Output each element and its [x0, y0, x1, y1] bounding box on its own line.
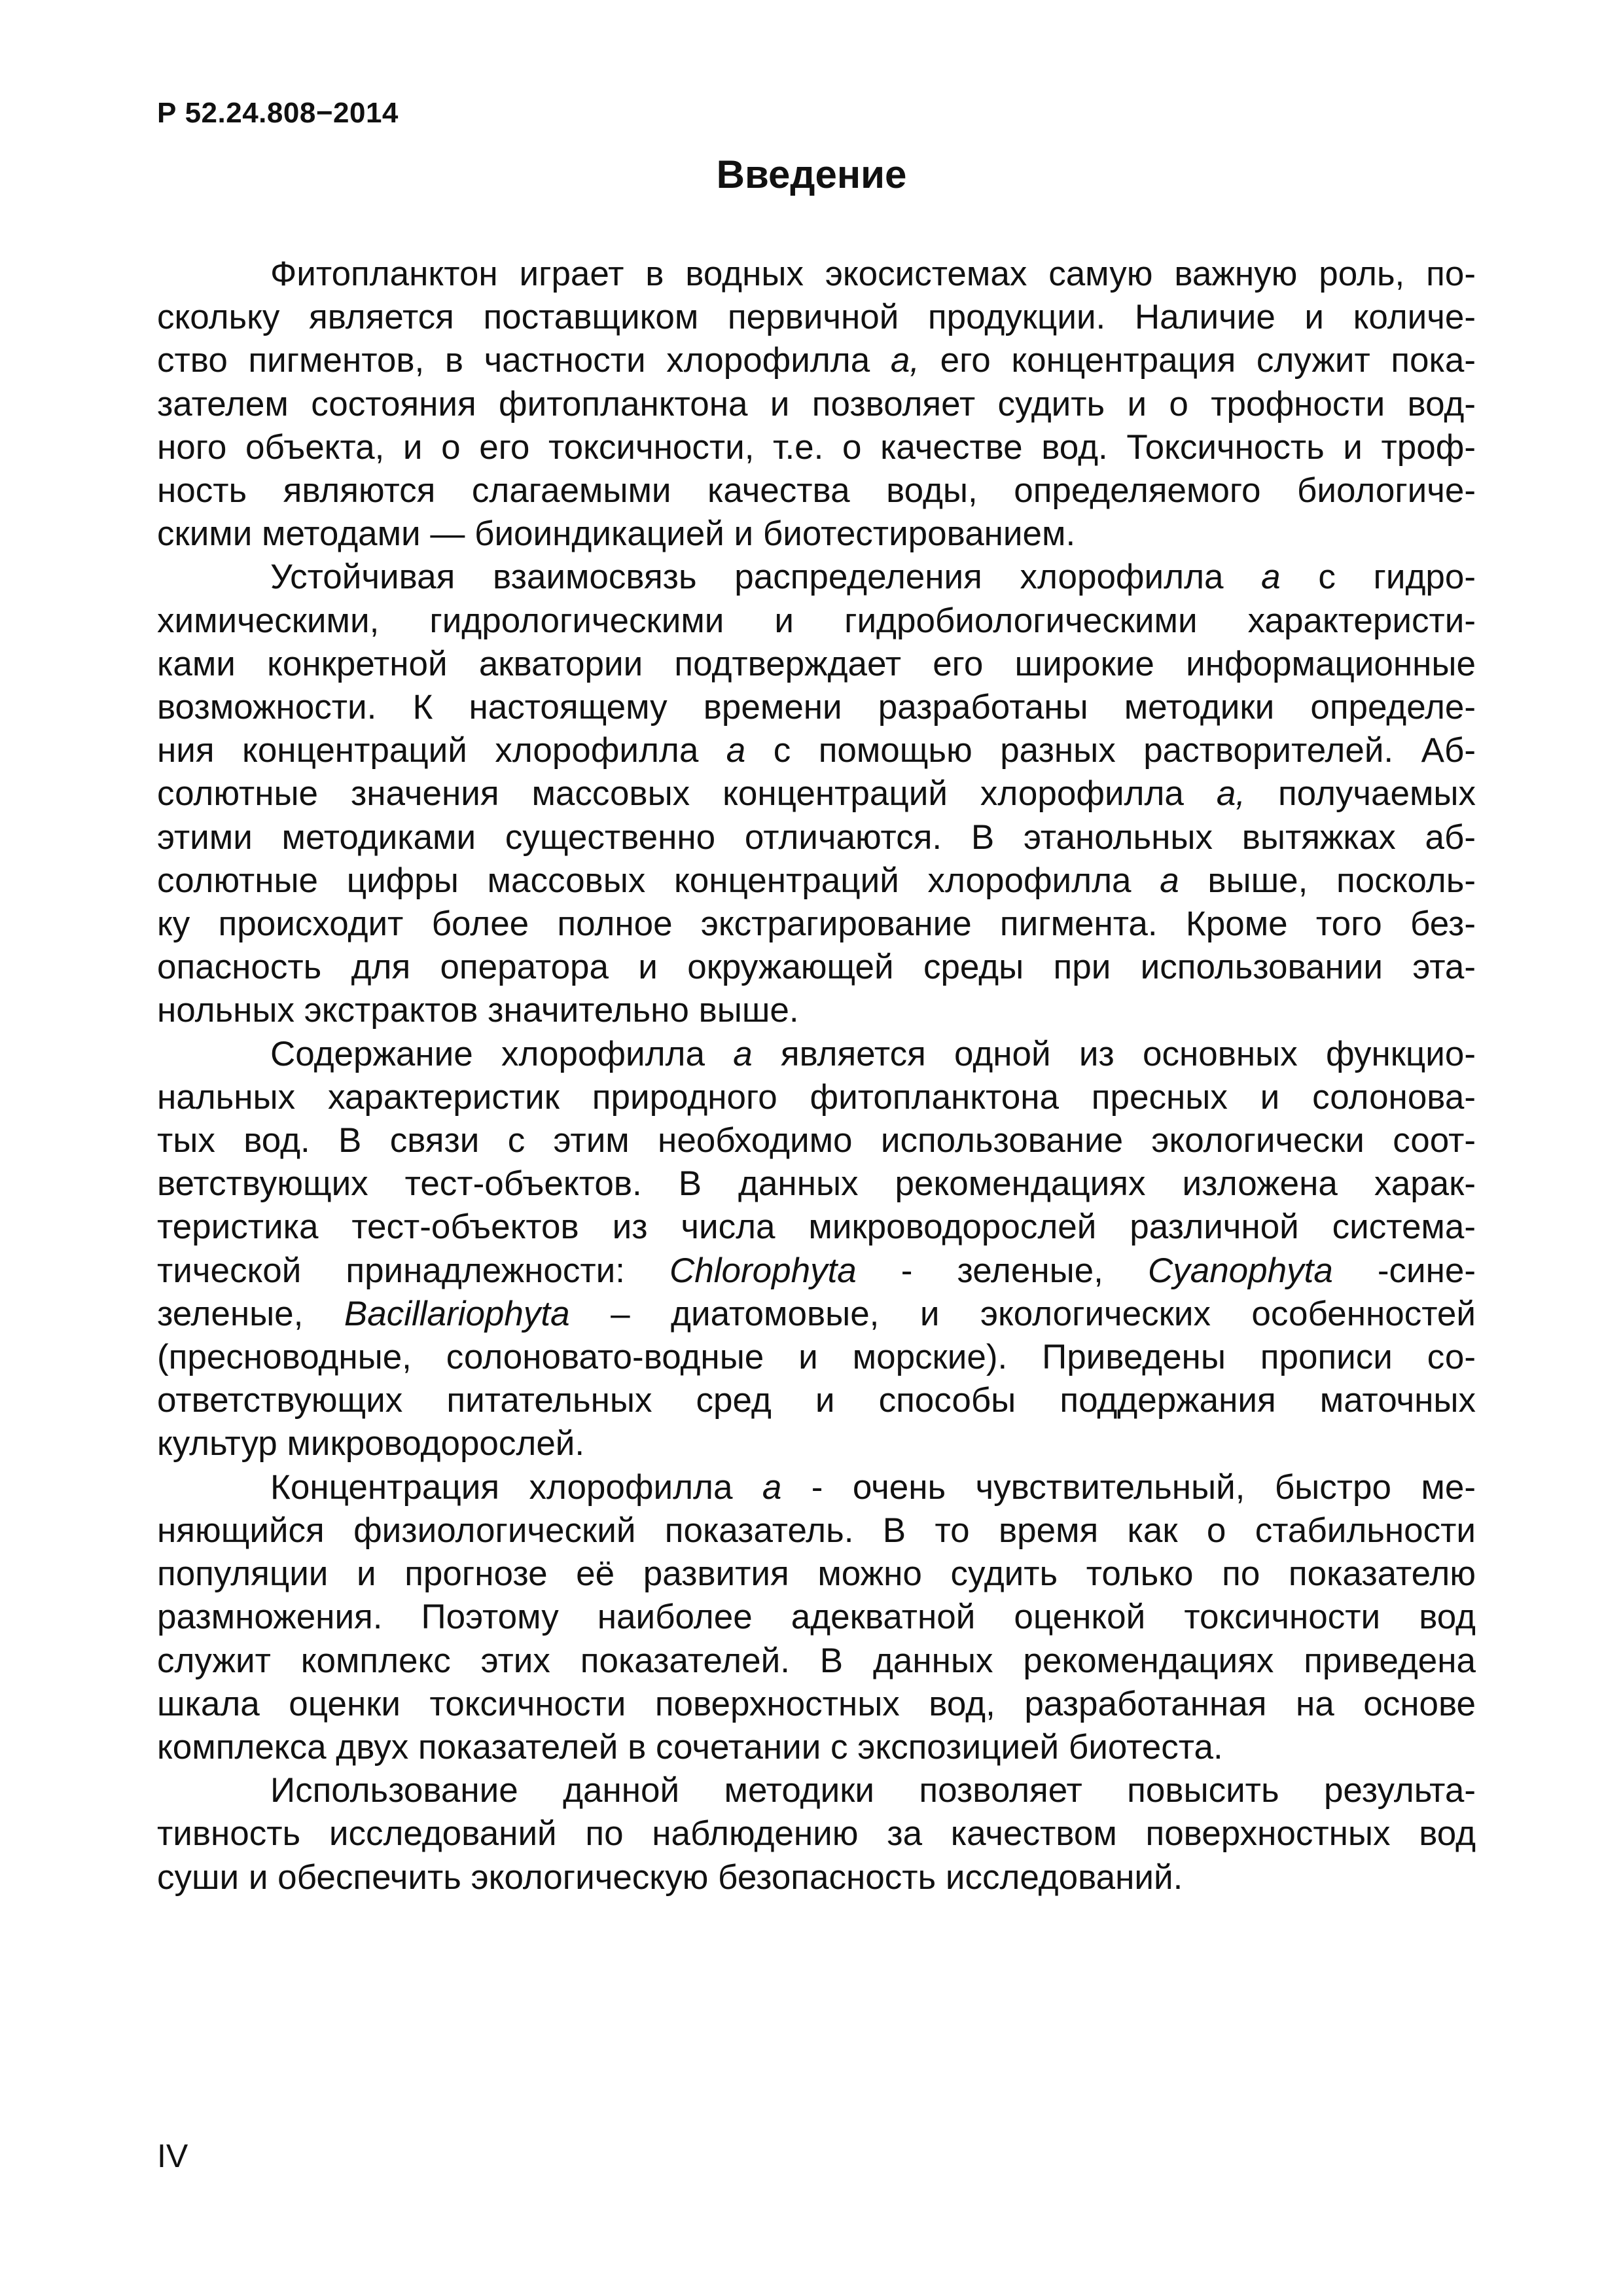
text-segment: с помощью разных растворителей. Аб- — [745, 731, 1476, 770]
text-line — [157, 1640, 1476, 1683]
document-code: Р 52.24.808−2014 — [157, 97, 399, 129]
text-line — [157, 296, 1476, 339]
text-line — [157, 903, 1476, 946]
text-segment: ками конкретной акватории подтверждает его широкие информационные — [157, 644, 1476, 683]
text-segment: ность являются слагаемыми качества воды, определяемого биологиче- — [157, 471, 1476, 511]
text-segment: суши и обеспечить экологическую безопасность исследований. — [157, 1857, 1183, 1897]
text-segment: Концентрация хлорофилла — [270, 1467, 762, 1507]
text-line — [157, 1293, 1476, 1336]
text-segment: солютные значения массовых концентраций хлорофилла — [157, 774, 1217, 814]
text-line — [157, 1769, 1476, 1812]
text-segment: получаемых — [1245, 774, 1476, 814]
text-segment: является одной из основных функцио- — [752, 1034, 1476, 1073]
section-title: Введение — [716, 152, 907, 196]
text-segment: комплекса двух показателей в сочетании с экспозицией биотеста. — [157, 1727, 1223, 1767]
text-line — [157, 1856, 1476, 1899]
text-line — [157, 859, 1476, 903]
text-line — [157, 1726, 1476, 1769]
text-line — [157, 1076, 1476, 1119]
text-segment: -сине- — [1332, 1251, 1476, 1290]
text-segment: теристика тест-объектов из числа микроводорослей различной система- — [157, 1208, 1476, 1247]
paragraph — [157, 1466, 1476, 1769]
text-segment: Устойчивая взаимосвязь распределения хлорофилла — [270, 558, 1262, 597]
italic-term: а, — [890, 341, 920, 380]
text-segment: Содержание хлорофилла — [270, 1034, 734, 1073]
text-line — [157, 1596, 1476, 1639]
text-segment: шкала оценки токсичности поверхностных вод, разработанная на основе — [157, 1684, 1476, 1723]
text-segment: скольку является поставщиком первичной продукции. Наличие и количе- — [157, 298, 1476, 337]
text-line — [157, 1119, 1476, 1162]
text-segment: ку происходит более полное экстрагирование пигмента. Кроме того без- — [157, 905, 1476, 944]
text-line — [157, 556, 1476, 599]
text-line — [157, 1162, 1476, 1206]
text-line — [157, 469, 1476, 512]
text-line — [157, 643, 1476, 686]
text-segment: нольных экстрактов значительно выше. — [157, 991, 799, 1030]
text-line — [157, 383, 1476, 426]
text-segment: служит комплекс этих показателей. В данных рекомендациях приведена — [157, 1641, 1476, 1680]
paragraph — [157, 556, 1476, 1032]
text-segment: ния концентраций хлорофилла — [157, 731, 726, 770]
italic-term: а, — [1216, 774, 1246, 814]
text-line — [157, 1336, 1476, 1379]
text-line — [157, 1249, 1476, 1293]
text-segment: ство пигментов, в частности хлорофилла — [157, 341, 891, 380]
text-line — [157, 426, 1476, 469]
text-segment: ответствующих питательных сред и способы поддержания маточных — [157, 1381, 1476, 1420]
text-segment: - зеленые, — [856, 1251, 1148, 1290]
text-line — [157, 1033, 1476, 1076]
text-segment: зателем состояния фитопланктона и позволяет судить и о трофности вод- — [157, 384, 1476, 423]
italic-term: а — [726, 731, 746, 770]
text-segment: тых вод. В связи с этим необходимо использование экологически соот- — [157, 1121, 1476, 1160]
text-line — [157, 686, 1476, 729]
italic-term: а — [1160, 861, 1179, 900]
page-number: IV — [157, 2138, 188, 2174]
text-segment: популяции и прогнозе её развития можно судить только по показателю — [157, 1554, 1476, 1594]
text-line — [157, 816, 1476, 859]
italic-term: а — [733, 1034, 753, 1073]
text-segment: ного объекта, и о его токсичности, т.е. о качестве вод. Токсичность и троф- — [157, 427, 1476, 467]
text-line — [157, 1683, 1476, 1726]
text-segment: размножения. Поэтому наиболее адекватной оценкой токсичности вод — [157, 1598, 1476, 1637]
text-segment: опасность для оператора и окружающей среды при использовании эта- — [157, 948, 1476, 987]
text-segment: тивность исследований по наблюдению за качеством поверхностных вод — [157, 1814, 1476, 1854]
italic-term: Cyanophyta — [1147, 1251, 1333, 1290]
text-segment: с гидро- — [1280, 558, 1476, 597]
text-segment: Использование данной методики позволяет повысить результа- — [270, 1771, 1476, 1810]
text-line — [157, 1552, 1476, 1596]
text-line — [157, 772, 1476, 816]
text-segment: нальных характеристик природного фитопланктона пресных и солонова- — [157, 1077, 1476, 1117]
text-segment: возможности. К настоящему времени разработаны методики определе- — [157, 688, 1476, 727]
text-line — [157, 1509, 1476, 1552]
text-segment: его концентрация служит пока- — [919, 341, 1476, 380]
text-segment: – диатомовые, и экологических особенностей — [569, 1294, 1476, 1333]
paragraph — [157, 1033, 1476, 1466]
text-line — [157, 1379, 1476, 1422]
text-line — [157, 600, 1476, 643]
text-line — [157, 1206, 1476, 1249]
text-segment: ветствующих тест-объектов. В данных рекомендациях изложена харак- — [157, 1164, 1476, 1204]
paragraph — [157, 253, 1476, 556]
body-text — [157, 253, 1476, 1899]
italic-term: Bacillariophyta — [344, 1294, 570, 1333]
paragraph — [157, 1769, 1476, 1899]
text-line — [157, 1466, 1476, 1509]
text-segment: солютные цифры массовых концентраций хлорофилла — [157, 861, 1160, 900]
text-line — [157, 1812, 1476, 1856]
text-segment: зеленые, — [157, 1294, 344, 1333]
text-segment: Фитопланктон играет в водных экосистемах самую важную роль, по- — [270, 255, 1476, 293]
text-segment: тической принадлежности: — [157, 1251, 669, 1290]
italic-term: а — [1261, 558, 1281, 597]
text-segment: няющийся физиологический показатель. В то время как о стабильности — [157, 1511, 1476, 1550]
text-line — [157, 253, 1476, 296]
italic-term: а — [762, 1467, 782, 1507]
text-segment: - очень чувствительный, быстро ме- — [781, 1467, 1476, 1507]
text-segment: скими методами — биоиндикацией и биотестированием. — [157, 514, 1076, 554]
text-line — [157, 729, 1476, 772]
text-segment: (пресноводные, солоновато-водные и морские). Приведены прописи со- — [157, 1338, 1476, 1377]
text-line — [157, 339, 1476, 382]
text-line — [157, 1422, 1476, 1465]
text-segment: выше, посколь- — [1179, 861, 1476, 900]
text-segment: этими методиками существенно отличаются. В этанольных вытяжках аб- — [157, 817, 1476, 857]
text-segment: химическими, гидрологическими и гидробиологическими характеристи- — [157, 601, 1476, 640]
text-line — [157, 946, 1476, 989]
text-segment: культур микроводорослей. — [157, 1424, 585, 1463]
italic-term: Chlorophyta — [669, 1251, 857, 1290]
text-line — [157, 512, 1476, 556]
text-line — [157, 989, 1476, 1032]
